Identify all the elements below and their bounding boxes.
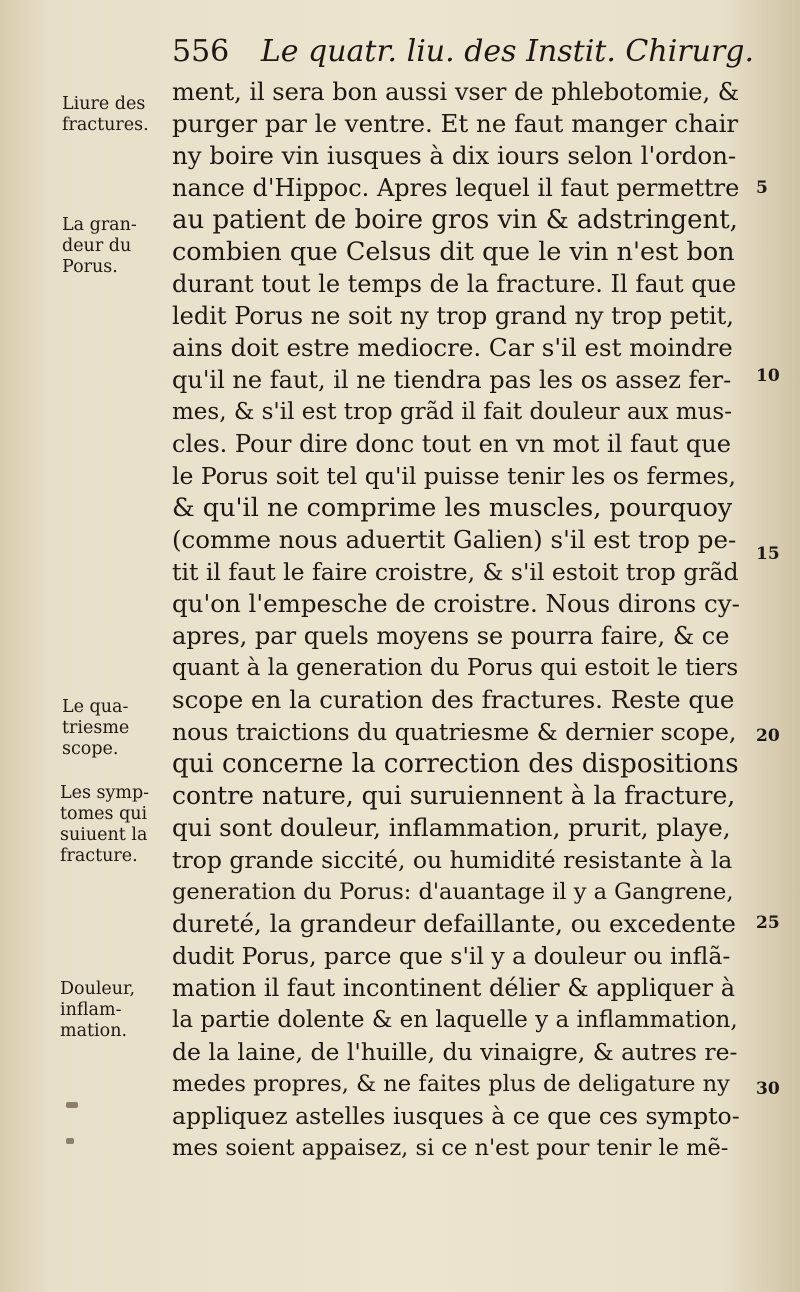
line-number-10: 10 <box>756 366 780 386</box>
text-line: scope en la curation des fractures. Reste que <box>172 685 735 714</box>
line-number-25: 25 <box>756 913 780 933</box>
running-title: Le quatr. liu. des Instit. Chirurg. <box>260 34 755 69</box>
text-line: (comme nous aduertit Galien) s'il est trop pe- <box>172 525 737 554</box>
text-line: generation du Porus: d'auantage il y a Gangrene, <box>172 879 734 905</box>
text-line: nous traictions du quatriesme & dernier scope, <box>172 718 737 746</box>
line-number-15: 15 <box>756 544 780 564</box>
text-line: ains doit estre mediocre. Car s'il est moindre <box>172 333 733 362</box>
text-line: qui concerne la correction des dispositions <box>172 749 739 779</box>
text-line: tit il faut le faire croistre, & s'il estoit trop grãd <box>172 558 739 586</box>
running-header <box>172 30 755 74</box>
text-line: & qu'il ne comprime les muscles, pourquoy <box>172 493 733 523</box>
text-line: ledit Porus ne soit ny trop grand ny trop petit, <box>172 302 734 330</box>
text-line: dudit Porus, parce que s'il y a douleur ou inflã- <box>172 942 731 970</box>
text-line: contre nature, qui suruiennent à la fracture, <box>172 781 736 810</box>
text-line: qui sont douleur, inflammation, prurit, playe, <box>172 813 731 842</box>
ink-blot <box>66 1138 74 1144</box>
text-line: mes, & s'il est trop grãd il fait douleur aux mus- <box>172 399 732 425</box>
text-line: la partie dolente & en laquelle y a inflammation, <box>172 1007 738 1033</box>
text-line: qu'on l'empesche de croistre. Nous dirons cy- <box>172 589 740 618</box>
line-number-20: 20 <box>756 726 780 746</box>
text-line: trop grande siccité, ou humidité resistante à la <box>172 846 733 874</box>
text-line: medes propres, & ne faites plus de deligature ny <box>172 1071 730 1097</box>
text-line: ment, il sera bon aussi vser de phlebotomie, & <box>172 78 740 106</box>
text-line: purger par le ventre. Et ne faut manger chair <box>172 109 739 138</box>
text-line: au patient de boire gros vin & adstringent, <box>172 205 738 235</box>
text-line: qu'il ne faut, il ne tiendra pas les os assez fer- <box>172 366 732 394</box>
page-number: 556 <box>172 34 230 69</box>
text-line: durant tout le temps de la fracture. Il faut que <box>172 270 737 298</box>
margin-note-douleur-inflammation: Douleur, inflam- mation. <box>60 979 136 1041</box>
text-line: le Porus soit tel qu'il puisse tenir les os fermes, <box>172 462 736 490</box>
text-line: dureté, la grandeur defaillante, ou excedente <box>172 909 736 938</box>
text-line: apres, par quels moyens se pourra faire, & ce <box>172 622 730 650</box>
margin-note-quatriesme-scope: Le qua- triesme scope. <box>62 697 130 759</box>
text-line: combien que Celsus dit que le vin n'est bon <box>172 237 735 267</box>
text-line: cles. Pour dire donc tout en vn mot il faut que <box>172 430 731 458</box>
text-line: de la laine, de l'huille, du vinaigre, & autres re- <box>172 1038 738 1066</box>
text-line: mation il faut incontinent délier & appliquer à <box>172 974 736 1002</box>
ink-blot <box>66 1102 78 1108</box>
text-line: ny boire vin iusques à dix iours selon l'ordon- <box>172 141 737 170</box>
text-line: nance d'Hippoc. Apres lequel il faut permettre <box>172 174 740 202</box>
margin-note-liure-des-fractures: Liure des fractures. <box>62 94 149 135</box>
margin-note-symptomes: Les symp- tomes qui suiuent la fracture. <box>60 783 150 866</box>
line-number-30: 30 <box>756 1079 780 1099</box>
text-line: mes soient appaisez, si ce n'est pour tenir le mẽ- <box>172 1135 729 1161</box>
line-number-5: 5 <box>756 178 768 198</box>
text-line: quant à la generation du Porus qui estoit le tiers <box>172 655 739 681</box>
text-line: appliquez astelles iusques à ce que ces sympto- <box>172 1102 740 1130</box>
margin-note-grandeur-du-porus: La gran- deur du Porus. <box>62 215 137 277</box>
